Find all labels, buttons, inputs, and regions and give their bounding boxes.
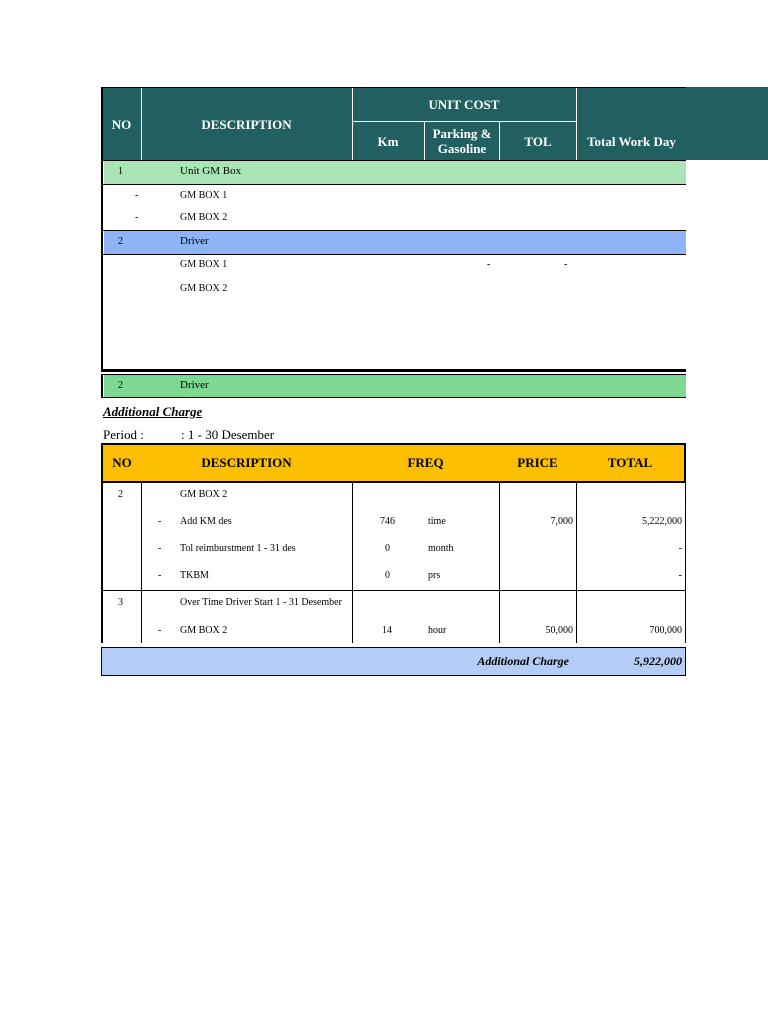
add-header-description: DESCRIPTION [201,455,292,470]
add-row6-total: 700,000 [649,625,682,636]
add-row1-no: 2 [118,489,123,500]
add-row4-freq: 0 [385,570,390,581]
summary-label: Additional Charge [477,654,569,668]
header-parking-gasoline [425,122,499,160]
additional-charge-title: Additional Charge [103,404,203,419]
add-row4-unit: prs [428,570,441,581]
add-row1-desc: GM BOX 2 [180,489,228,500]
add-row3-freq: 0 [385,543,390,554]
row1-no: 1 [118,166,123,177]
additional-summary-bar [101,647,686,676]
cost-table-header-extension [686,87,768,160]
add-row4-desc: TKBM [180,570,209,581]
add-header-freq: FREQ [407,455,444,470]
add-row3-desc: Tol reimburstment 1 - 31 des [180,543,296,554]
summary-total: 5,922,000 [634,654,682,668]
row3-no: - [135,212,139,223]
footer-row-desc: Driver [180,379,209,391]
add-row6-dash: - [158,625,162,636]
row4-no: 2 [118,236,123,247]
add-row5-desc: Over Time Driver Start 1 - 31 Desember [180,597,342,608]
row5-tol: - [564,259,568,270]
row2-no: - [135,190,139,201]
header-unit-cost: UNIT COST [428,97,500,112]
add-row2-freq: 746 [380,516,395,527]
add-row4-dash: - [158,570,162,581]
add-row2-unit: time [428,516,446,527]
header-parking-line1: Parking & [432,126,492,141]
add-row6-unit: hour [428,625,447,636]
row2-desc: GM BOX 1 [180,190,228,201]
add-row2-desc: Add KM des [180,516,232,527]
add-row3-total: - [678,543,682,554]
add-header-no: NO [112,455,132,470]
add-row2-total: 5,222,000 [642,516,682,527]
header-no: NO [111,116,132,132]
header-description: DESCRIPTION [201,116,292,132]
row5-desc: GM BOX 1 [180,259,228,270]
period-label: Period : [103,427,144,442]
row6-desc: GM BOX 2 [180,283,228,294]
add-row5-no: 3 [118,597,123,608]
header-total-work-day: Total Work Day [587,133,676,149]
row5-parking: - [487,259,491,270]
row4-desc: Driver [180,235,209,247]
add-row2-price: 7,000 [550,516,573,527]
row3-desc: GM BOX 2 [180,212,228,223]
add-row6-freq: 14 [382,625,392,636]
header-km: Km [377,133,399,149]
header-tol: TOL [524,133,552,149]
add-row6-price: 50,000 [545,625,573,636]
period-value: : 1 - 30 Desember [181,427,275,442]
add-header-price: PRICE [517,455,558,470]
footer-row-no: 2 [118,380,123,391]
add-header-total: TOTAL [607,455,653,470]
add-row4-total: - [678,570,682,581]
add-row3-unit: month [428,543,454,554]
add-row2-dash: - [158,516,162,527]
add-row6-desc: GM BOX 2 [180,625,228,636]
header-parking-line2: Gasoline [437,141,487,156]
row1-desc: Unit GM Box [180,165,242,177]
add-row3-dash: - [158,543,162,554]
